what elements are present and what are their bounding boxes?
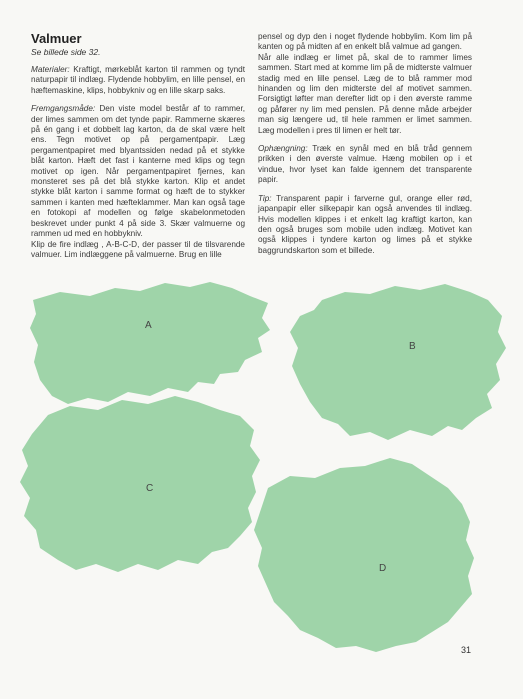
- petal-template-c: [20, 396, 260, 572]
- method-lead: Fremgangsmåde:: [31, 104, 96, 114]
- tip-text: Transparent papir i farverne gul, orange eller rød, japanpapir eller silkepapir kan også anvendes til indlæg. Hvis modellen klippes i et enkelt lag kraftigt karton, kan den også bruges som mobile uden indlæg. Motivet kan også klippes i tyndere karton og limes på et stykke baggrundskarton som et billede.: [258, 193, 472, 255]
- hanging-lead: Ophængning:: [258, 144, 308, 154]
- method-text: Den viste model består af to rammer, der limes sammen om det tynde papir. Rammerne skæres på én gang i et dobbelt lag karton, da de skal være helt ens. Tegn motivet op på pergamentpapir. Læg pergamentpapiret med blyantssiden nedad på et stykke blåt karton. Hæft det fast i kanterne med klips og tegn motivet op igen. Når pergamentpapiret fjernes, kan monsteret ses på det blå stykke karton. Klip et andet stykke blåt karton i samme format og hæft de to stykker sammen i kanten med hæfteklammer. Man kan også tage en fotokopi af modellen og følge skabelonmetoden beskrevet under punkt 4 på side 3. Skær valmuerne og rammen ud med en hobbykniv.: [31, 104, 245, 239]
- petal-template-a: [30, 282, 270, 404]
- method-paragraph-2: [31, 240, 245, 261]
- left-column: [31, 65, 245, 268]
- hanging-text: Træk en synål med en blå tråd gennem prikken i den øverste valmue. Hæng mobilen op i et vindue, hvor lyset kan falde igennem det transparente papir.: [258, 144, 472, 185]
- continuation-paragraph: [258, 32, 472, 53]
- page-title: Valmuer: [31, 31, 82, 46]
- page-subtitle: Se billede side 32.: [31, 47, 101, 57]
- materials-paragraph: [31, 65, 245, 96]
- materials-lead: Materialer:: [31, 65, 70, 74]
- petal-template-b: [290, 284, 506, 440]
- hanging-paragraph: [258, 144, 472, 186]
- petal-label-a: A: [145, 320, 152, 331]
- materials-text: Kraftigt, mørkeblåt karton til rammen og tyndt naturpapir til indlæg. Flydende hobbylim, en lille pensel, en hæftemaskine, klips, hobbykniv og en lille skarp saks.: [31, 65, 245, 95]
- tip-lead: Tip:: [258, 193, 272, 203]
- assembly-text: Når alle indlæg er limet på, skal de to rammer limes sammen. Start med at komme lim på de midterste valmuer stadig med en lille pensel. Læg de to blå rammer mod hinanden og lim den midterste del af motivet sammen. Forsigtigt løfter man derefter lidt op i den øverste ramme og påfører ny lim med penslen. På denne måde arbejder man sig længere ud, til hele rammen er limet sammen. Læg modellen i pres til limen er helt tør.: [258, 52, 472, 135]
- method-text-2: Klip de fire indlæg , A-B-C-D, der passer til de tilsvarende valmuer. Lim indlæggene på valmuerne. Brug en lille: [31, 239, 245, 259]
- method-paragraph: [31, 104, 245, 239]
- petal-label-b: B: [409, 341, 416, 352]
- petal-label-d: D: [379, 563, 387, 574]
- tip-paragraph: [258, 194, 472, 256]
- page-number: 31: [461, 645, 472, 655]
- petal-label-c: C: [146, 483, 154, 494]
- continuation-text: pensel og dyp den i noget flydende hobbylim. Kom lim på kanten og på midten af en enkelt blå valmue ad gangen.: [258, 32, 472, 52]
- petal-template-d: [254, 458, 474, 652]
- assembly-paragraph: [258, 53, 472, 136]
- right-column: [258, 32, 472, 264]
